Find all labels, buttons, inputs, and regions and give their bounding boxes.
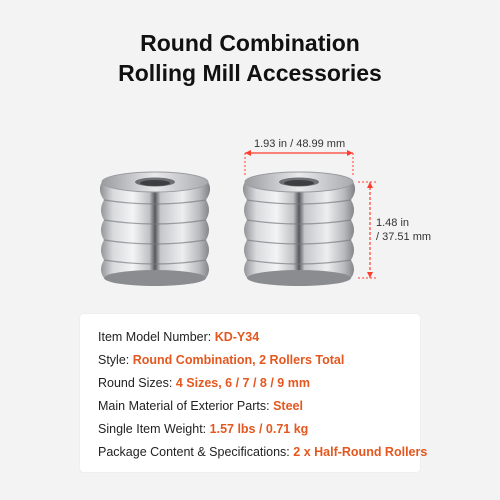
spec-row-weight — [98, 422, 308, 436]
page-title — [0, 28, 500, 88]
spec-row-style — [98, 353, 344, 367]
spec-label: Main Material of Exterior Parts: — [98, 399, 274, 413]
spec-value: Round Combination, 2 Rollers Total — [132, 353, 345, 367]
height-label-line-2: / 37.51 mm — [376, 231, 432, 243]
spec-label: Single Item Weight: — [98, 422, 210, 436]
left-roller — [100, 172, 210, 286]
spec-label: Item Model Number: — [98, 330, 215, 344]
spec-row-material — [98, 399, 303, 413]
title-line-1: Round Combination — [140, 30, 360, 56]
product-image — [0, 130, 500, 305]
spec-value: Steel — [273, 399, 303, 413]
width-label: 1.93 in / 48.99 mm — [254, 138, 346, 150]
spec-label: Style: — [98, 353, 133, 367]
spec-row-model — [98, 330, 259, 344]
spec-value: 1.57 lbs / 0.71 kg — [209, 422, 309, 436]
spec-row-package — [98, 445, 427, 459]
width-dimension-line — [245, 150, 353, 175]
spec-value: KD-Y34 — [214, 330, 260, 344]
height-dimension-line — [358, 182, 378, 278]
spec-label: Package Content & Specifications: — [98, 445, 294, 459]
height-label-line-1: 1.48 in — [376, 217, 410, 229]
spec-value: 4 Sizes, 6 / 7 / 8 / 9 mm — [175, 376, 310, 390]
rollers-illustration — [0, 130, 500, 305]
title-line-2: Rolling Mill Accessories — [118, 60, 382, 86]
spec-panel — [80, 314, 428, 472]
spec-label: Round Sizes: — [98, 376, 176, 390]
spec-value: 2 x Half-Round Rollers — [293, 445, 428, 459]
spec-row-round-sizes — [98, 376, 310, 390]
right-roller — [243, 172, 355, 286]
